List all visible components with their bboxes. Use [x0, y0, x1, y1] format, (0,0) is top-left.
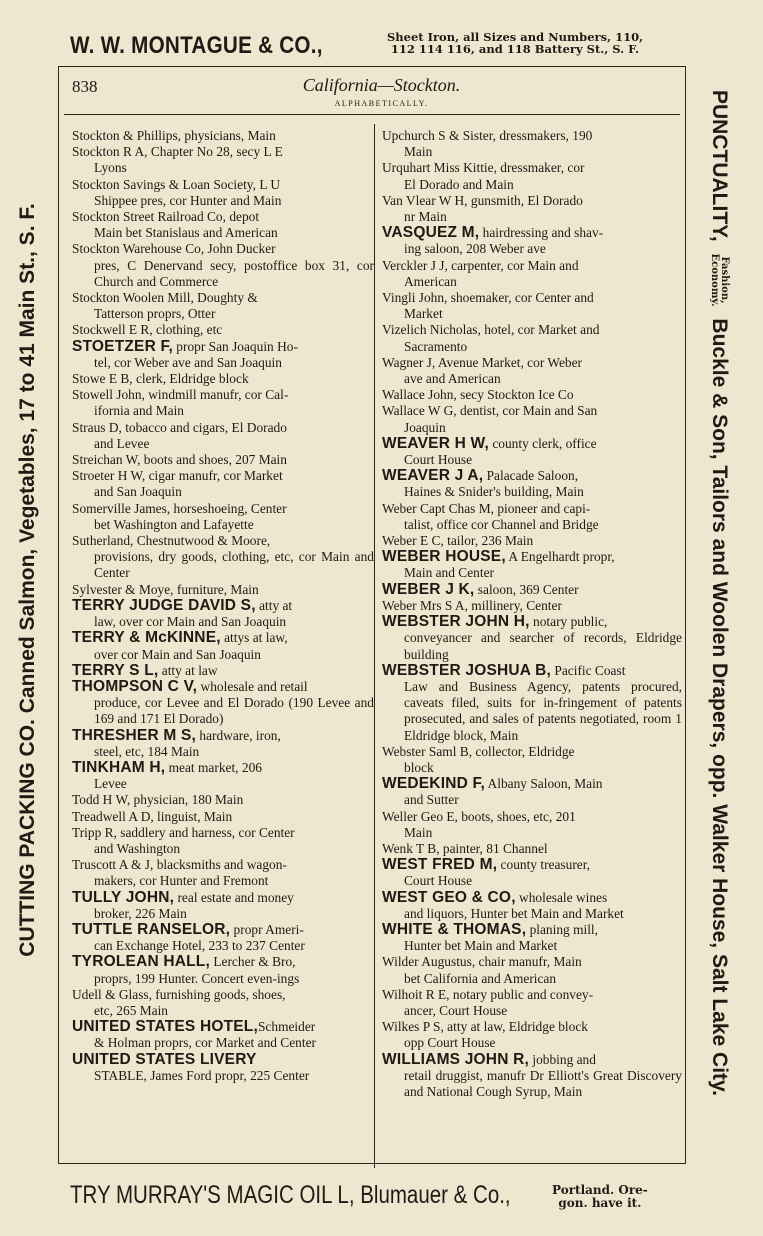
entry-continuation: broker, 226 Main — [94, 905, 187, 921]
directory-entry — [382, 387, 682, 403]
directory-entry — [382, 841, 682, 857]
directory-entry — [72, 679, 374, 728]
entry-text: Stockton Street Railroad Co, depot — [72, 209, 260, 225]
directory-entry — [382, 987, 682, 1019]
entry-continuation: provisions, dry goods, clothing, etc, cor Main and Center — [94, 549, 374, 581]
directory-entry — [72, 598, 374, 630]
directory-entry — [382, 533, 682, 549]
entry-continuation: opp Court House — [404, 1035, 496, 1051]
directory-entry — [72, 987, 374, 1019]
directory-entry — [382, 322, 682, 354]
column-divider — [374, 124, 375, 1168]
entry-continuation: ancer, Court House — [404, 1002, 508, 1018]
directory-entry — [382, 128, 682, 160]
entry-continuation: nr Main — [404, 209, 447, 225]
entry-continuation: and San Joaquin — [94, 484, 182, 500]
entry-continuation: Main — [404, 824, 433, 840]
directory-entry — [72, 954, 374, 986]
directory-entry — [72, 1019, 374, 1051]
entry-continuation: Levee — [94, 776, 127, 792]
entry-continuation: and Washington — [94, 840, 181, 856]
entry-continuation: American — [404, 273, 457, 289]
entry-text: Urquhart Miss Kittie, dressmaker, cor — [382, 160, 585, 176]
entry-continuation: can Exchange Hotel, 233 to 237 Center — [94, 938, 305, 954]
entry-text: meat market, 206 — [165, 759, 262, 775]
entry-text: hairdressing and shav- — [479, 225, 604, 241]
entry-text: Stockton Savings & Loan Society, L U — [72, 176, 281, 192]
directory-entry — [72, 825, 374, 857]
entry-text: Streichan W, boots and shoes, 207 Main — [72, 452, 287, 468]
entry-text: county treasurer, — [497, 857, 590, 873]
entry-text: Somerville James, horseshoeing, Center — [72, 500, 287, 516]
entry-text: Todd H W, physician, 180 Main — [72, 792, 244, 808]
entry-text: Wilhoit R E, notary public and convey- — [382, 986, 594, 1002]
entry-continuation: talist, office cor Channel and Bridge — [404, 516, 599, 532]
directory-entry — [72, 371, 374, 387]
entry-text: Sutherland, Chestnutwood & Moore, — [72, 533, 271, 549]
directory-entry — [72, 387, 374, 419]
directory-entry — [72, 339, 374, 371]
directory-entry — [382, 193, 682, 225]
entry-continuation: Shippee pres, cor Hunter and Main — [94, 192, 282, 208]
directory-entry — [382, 436, 682, 468]
entry-text: atty at law — [158, 662, 218, 678]
entry-name: WEST FRED M, — [382, 856, 498, 874]
directory-entry — [382, 290, 682, 322]
entry-continuation: ing saloon, 208 Weber ave — [404, 241, 546, 257]
entry-text: Stockton & Phillips, physicians, Main — [72, 128, 276, 143]
entry-name: TINKHAM H, — [72, 758, 166, 776]
directory-entry — [382, 809, 682, 841]
entry-text: Tripp R, saddlery and harness, cor Center — [72, 824, 295, 840]
entry-text: Stockton Warehouse Co, John Ducker — [72, 241, 276, 257]
entry-continuation: and Levee — [94, 435, 150, 451]
entry-text: Upchurch S & Sister, dressmakers, 190 — [382, 128, 593, 143]
directory-entry — [72, 890, 374, 922]
footer-line1: Portland. Ore- — [552, 1183, 648, 1197]
entry-name: WHITE & THOMAS, — [382, 920, 527, 938]
entry-text: Albany Saloon, Main — [484, 776, 603, 792]
directory-entry — [382, 614, 682, 663]
entry-continuation: Main — [404, 144, 433, 160]
entry-text: Stowe E B, clerk, Eldridge block — [72, 371, 249, 387]
entry-text: notary public, — [529, 614, 608, 630]
entry-name: TERRY & McKINNE, — [72, 629, 221, 647]
directory-entry — [382, 403, 682, 435]
entry-text: A Engelhardt propr, — [505, 549, 615, 565]
entry-continuation: bet California and American — [404, 970, 557, 986]
entry-text: hardware, iron, — [196, 727, 281, 743]
entry-continuation: over cor Main and San Joaquin — [94, 646, 261, 662]
page-number: 838 — [72, 77, 98, 96]
entry-name: WEAVER H W, — [382, 434, 489, 452]
entry-text: Stockwell E R, clothing, etc — [72, 322, 223, 338]
entry-text: Lercher & Bro, — [210, 954, 296, 970]
entry-continuation: El Dorado and Main — [404, 176, 514, 192]
entry-continuation: & Holman proprs, cor Market and Center — [94, 1035, 316, 1051]
entry-name: STOETZER F, — [72, 337, 173, 355]
directory-entry — [382, 1019, 682, 1051]
entry-continuation: Sacramento — [404, 338, 468, 354]
directory-entry — [382, 1052, 682, 1101]
entry-name: UNITED STATES HOTEL, — [72, 1018, 258, 1036]
header-rule — [64, 114, 680, 115]
footer-advertisement — [70, 1178, 690, 1218]
directory-entry — [72, 533, 374, 582]
directory-entry — [72, 209, 374, 241]
left-column — [72, 128, 374, 1084]
entry-name: WEBSTER JOHN H, — [382, 613, 530, 631]
directory-entry — [72, 420, 374, 452]
directory-entry — [382, 663, 682, 744]
directory-entry — [72, 241, 374, 290]
entry-name: WEBER HOUSE, — [382, 548, 506, 566]
directory-entry — [72, 128, 374, 144]
directory-entry — [72, 1052, 374, 1084]
entry-name: WEDEKIND F, — [382, 775, 485, 793]
entry-text: Wilkes P S, atty at law, Eldridge block — [382, 1019, 588, 1035]
entry-name: UNITED STATES LIVERY — [72, 1050, 257, 1068]
entry-continuation: proprs, 199 Hunter. Concert even-ings — [94, 970, 300, 986]
footer-line2: gon. have it. — [558, 1196, 642, 1210]
entry-text: Wallace John, secy Stockton Ice Co — [382, 387, 574, 403]
directory-entry — [382, 954, 682, 986]
entry-text: Stockton Woolen Mill, Doughty & — [72, 290, 258, 306]
entry-continuation: pres, C Denervand secy, postoffice box 31, cor Church and Commerce — [94, 257, 374, 289]
header-address-line1: Sheet Iron, all Sizes and Numbers, 110, — [387, 30, 644, 44]
entry-name: WEBER J K, — [382, 580, 475, 598]
entry-continuation: makers, cor Hunter and Fremont — [94, 873, 269, 889]
directory-entry — [72, 663, 374, 679]
entry-continuation: law, over cor Main and San Joaquin — [94, 614, 287, 630]
subtitle: ALPHABETICALLY. — [334, 99, 429, 108]
entry-continuation: ave and American — [404, 371, 501, 387]
right-margin-part2: Buckle & Son, Tailors and Woolen Drapers, opp. Walker House, Salt Lake City. — [708, 318, 731, 1096]
directory-entry — [72, 501, 374, 533]
entry-continuation: retail druggist, manufr Dr Elliott's Great Discovery and National Cough Syrup, Main — [404, 1067, 682, 1099]
directory-entry — [382, 744, 682, 776]
entry-name: WEAVER J A, — [382, 467, 484, 485]
directory-entry — [382, 857, 682, 889]
entry-continuation: Main bet Stanislaus and American — [94, 225, 278, 241]
entry-continuation: Tatterson proprs, Otter — [94, 306, 216, 322]
directory-entry — [382, 598, 682, 614]
right-margin-tiny2: Economy. — [708, 253, 720, 307]
entry-text: Webster Saml B, collector, Eldridge — [382, 743, 575, 759]
header-address-line2: 112 114 116, and 118 Battery St., S. F. — [390, 42, 640, 56]
entry-continuation: Hunter bet Main and Market — [404, 938, 558, 954]
entry-text: Weller Geo E, boots, shoes, etc, 201 — [382, 808, 576, 824]
entry-text: Palacade Saloon, — [483, 468, 579, 484]
directory-entry — [72, 177, 374, 209]
directory-entry — [382, 922, 682, 954]
entry-continuation: Law and Business Agency, patents procured, caveats filed, suits for in-fringement of patents prosecuted, and sales of patents negotiated, room 1 Eldridge block, Main — [404, 678, 682, 743]
entry-name: TULLY JOHN, — [72, 888, 175, 906]
header-advertisement — [55, 22, 695, 66]
directory-entry — [72, 582, 374, 598]
entry-text: wholesale wines — [515, 889, 608, 905]
entry-name: THOMPSON C V, — [72, 677, 198, 695]
right-column — [382, 128, 682, 1100]
entry-continuation: and liquors, Hunter bet Main and Market — [404, 905, 624, 921]
directory-entry — [72, 857, 374, 889]
entry-name: VASQUEZ M, — [382, 224, 480, 242]
directory-entry — [72, 728, 374, 760]
entry-name: TERRY JUDGE DAVID S, — [72, 596, 256, 614]
entry-name: WEST GEO & CO, — [382, 888, 516, 906]
entry-text: Wagner J, Avenue Market, cor Weber — [382, 354, 582, 370]
entry-continuation: Market — [404, 306, 443, 322]
entry-text: Wenk T B, painter, 81 Channel — [382, 840, 548, 856]
entry-text: Treadwell A D, linguist, Main — [72, 808, 233, 824]
entry-text: propr Ameri- — [230, 921, 304, 937]
entry-text: Straus D, tobacco and cigars, El Dorado — [72, 419, 287, 435]
entry-text: Pacific Coast — [551, 662, 626, 678]
entry-continuation: Haines & Snider's building, Main — [404, 484, 584, 500]
directory-entry — [72, 809, 374, 825]
entry-continuation: etc, 265 Main — [94, 1002, 169, 1018]
entry-text: Stockton R A, Chapter No 28, secy L E — [72, 144, 283, 160]
entry-name: THRESHER M S, — [72, 726, 197, 744]
directory-entry — [72, 144, 374, 176]
footer-ad: TRY MURRAY'S MAGIC OIL L, Blumauer & Co., — [70, 1181, 511, 1209]
entry-text: jobbing and — [529, 1051, 596, 1067]
entry-text: Wilder Augustus, chair manufr, Main — [382, 954, 582, 970]
right-margin-tiny — [709, 254, 729, 307]
entry-text: saloon, 369 Center — [474, 581, 579, 597]
entry-continuation: ifornia and Main — [94, 403, 184, 419]
right-margin-tiny1: Fashion, — [718, 256, 730, 304]
right-margin-advertisement — [707, 90, 731, 1210]
entry-name: TERRY S L, — [72, 661, 159, 679]
directory-entry — [72, 792, 374, 808]
entry-text: Udell & Glass, furnishing goods, shoes, — [72, 986, 286, 1002]
entry-text: Van Vlear W H, gunsmith, El Dorado — [382, 192, 583, 208]
directory-entry — [382, 776, 682, 808]
directory-entry — [72, 760, 374, 792]
directory-entry — [72, 630, 374, 662]
entry-continuation: tel, cor Weber ave and San Joaquin — [94, 354, 282, 370]
directory-entry — [382, 355, 682, 387]
entry-text: Stowell John, windmill manufr, cor Cal- — [72, 387, 289, 403]
entry-text: real estate and money — [174, 889, 294, 905]
entry-text: propr San Joaquin Ho- — [172, 338, 298, 354]
entry-continuation: STABLE, James Ford propr, 225 Center — [94, 1067, 310, 1083]
footer-small — [552, 1184, 648, 1210]
entry-text: Sylvester & Moye, furniture, Main — [72, 581, 259, 597]
directory-entry — [382, 160, 682, 192]
entry-text: Weber Mrs S A, millinery, Center — [382, 597, 562, 613]
directory-entry — [382, 549, 682, 581]
entry-continuation: produce, cor Levee and El Dorado (190 Levee and 169 and 171 El Dorado) — [94, 695, 374, 727]
header-address — [387, 31, 643, 55]
directory-entry — [382, 258, 682, 290]
entry-text: wholesale and retail — [197, 678, 308, 694]
entry-continuation: bet Washington and Lafayette — [94, 516, 254, 532]
entry-text: Verckler J J, carpenter, cor Main and — [382, 257, 579, 273]
directory-entry — [72, 322, 374, 338]
entry-text: Vingli John, shoemaker, cor Center and — [382, 290, 594, 306]
entry-text: attys at law, — [220, 630, 288, 646]
entry-continuation: conveyancer and searcher of records, Eldridge building — [404, 630, 682, 662]
directory-entry — [72, 468, 374, 500]
entry-continuation: block — [404, 759, 434, 775]
entry-continuation: Court House — [404, 873, 473, 889]
directory-entry — [382, 582, 682, 598]
directory-entry — [72, 922, 374, 954]
entry-name: TUTTLE RANSELOR, — [72, 920, 231, 938]
entry-text: Schmeider — [257, 1019, 316, 1035]
entry-text: atty at — [255, 597, 293, 613]
directory-entry — [382, 890, 682, 922]
entry-continuation: and Sutter — [404, 792, 459, 808]
entry-text: Weber Capt Chas M, pioneer and capi- — [382, 500, 591, 516]
entry-name: WEBSTER JOSHUA B, — [382, 661, 552, 679]
right-margin-part1: PUNCTUALITY, — [708, 90, 731, 242]
entry-text: Stroeter H W, cigar manufr, cor Market — [72, 468, 283, 484]
running-title: California—Stockton. — [302, 75, 461, 95]
directory-entry — [382, 468, 682, 500]
entry-text: Truscott A & J, blacksmiths and wagon- — [72, 857, 287, 873]
entry-text: Wallace W G, dentist, cor Main and San — [382, 403, 598, 419]
entry-continuation: Lyons — [94, 160, 127, 176]
entry-text: planing mill, — [526, 921, 599, 937]
directory-entry — [72, 290, 374, 322]
entry-name: WILLIAMS JOHN R, — [382, 1050, 529, 1068]
header-company: W. W. MONTAGUE & CO., — [70, 32, 323, 59]
entry-continuation: Court House — [404, 452, 473, 468]
directory-entry — [382, 225, 682, 257]
directory-entry — [382, 501, 682, 533]
entry-continuation: Joaquin — [404, 419, 446, 435]
entry-continuation: steel, etc, 184 Main — [94, 743, 200, 759]
directory-entry — [72, 452, 374, 468]
entry-text: Vizelich Nicholas, hotel, cor Market and — [382, 322, 600, 338]
entry-text: county clerk, office — [488, 435, 597, 451]
entry-text: Weber E C, tailor, 236 Main — [382, 533, 534, 549]
entry-name: TYROLEAN HALL, — [72, 953, 210, 971]
entry-continuation: Main and Center — [404, 565, 494, 581]
